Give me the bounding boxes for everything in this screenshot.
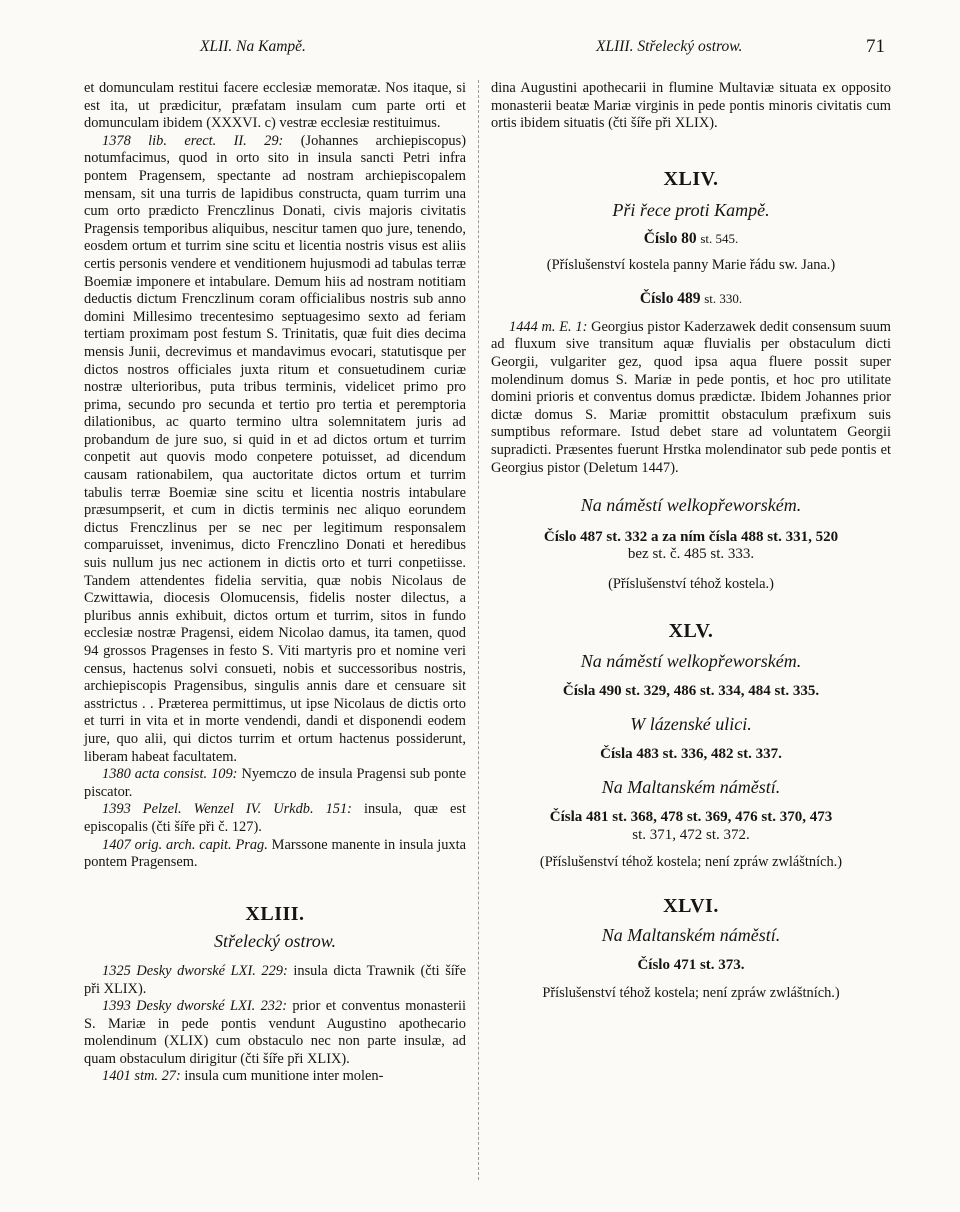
left-paragraph-5 [84, 837, 466, 872]
entry-text: insula dicta Trawnik (čti šíře při XLIX). [84, 962, 466, 997]
citation: 1401 stm. 27: [102, 1068, 181, 1085]
stara-number: st. 545. [700, 230, 739, 246]
cislo-line-487-cont: bez st. č. 485 st. 333. [627, 546, 755, 563]
paragraph-text: (Johannes archiepiscopus) notumfacimus, quod in orto sito in insula sancti Petri infra pontem Pragensem, spectante ad nostram archiepiscopalem mensam, sit una turris de lapidibus constructa, quam turrim una cum orto prædicto Frenczlinus Donati, civis majoris civitatis Pragensis temporibus aliquibus, nescitur tamen quo jure, tenendo, eosdem ortum et turrim sine scitu et licentia nostris visus est aliis certis personis vendere et venditionem hujusmodi ad tabulas terræ Boemiæ imponere et intabulare. Demum hiis ad nostram notitiam deductis dictum Frenczlinum coram officialibus nostris sub anno domini Millesimo trecentesimo septuagesimo sexto ad feriam tertiam proximam post festum S. Trinitatis, quæ fuit dies decima mensis Junii, decrevimus et mandavimus evocari, statutisque per dictos nostros officiales juxta ritum et consuetudinem curiæ nostræ ulterioribus, puta tribus terminis, videlicet primo pro prima, secundo pro secunda et tertio pro tertia et peremptoria dilationibus, ac quarto termino ultra solemnitatem juris ad probandum de jure suo, si quid in et ad dictos ortum et turrim conpetit aut quovis modo conpetere potuisset, ad dicendum causam rationabilem, qua auctoritate dictos ortum et turrim tabulis terræ Boemiæ sine scitu et licentia nostris intabulare præsumpserit, et cum in dictis terminis nec aliquo eorundem dictus Frenczlinus per se nec per legitimum responsalem comparuisset, invenimus, dicto Frenczlino Donati et heredibus suis nullum jus nec actionem in dictis orto et turri conpetiisse. Tandem attendentes fidelia servitia, quæ nobis Nicolaus de Czwittawia, diocesis Olomucensis, fidelis noster dilectus, a pluribus annis exhibuit, dictos ortum et turrim, sitos in fundo ecclesiæ nostræ Pragensi, eidem Nicolao damus, ita tamen, quod 94 grossos Pragenses in festo S. Viti martyris pro et nomine veri census, hactenus solvi consueti, nobis et successoribus nostris, archiepiscopis Pragensibus, singulis annis dare et censuare sit asstrictus . . Præterea permittimus, ut ipse Nicolaus de dictis orto et turri in vita et in morte vendendi, dandi et disponendi eodem jure, quo alii, qui dictos turrim et ortum hactenus possiderunt, liberam habeat facultatem. [84, 132, 466, 765]
left-paragraph-4 [84, 801, 466, 836]
subsection-title-lazenska: W lázenské ulici. [630, 714, 752, 735]
paragraph-text: Nyemczo de insula Pragensi sub ponte piscator. [84, 766, 466, 800]
entry-text: Georgius pistor Kaderzawek dedit consensum suum ad fluxum sive transitum aquæ fluvialis per obstaculum dicti Georgii, vulgariter gez, quod ipsa aqua fluere possit super molendinum domus S. Mariæ in pede pontis, et hoc pro utilitate domini prioris et conventus domus prædictæ. Ibidem Johannes prior dictæ domus S. Mariæ promittit obstaculum præfixum suis sumptibus reformare. Istud debet stare ad voluntatem Georgii supradicti. Præsentes fuerunt Hrstka molendinator sub pede pontis et Georgius pistor (Deletum 1447). [491, 318, 891, 476]
citation: 1325 Desky dworské LXI. 229: [102, 962, 288, 979]
subsection-title-maltanske: Na Maltanském náměstí. [601, 777, 781, 798]
note-xliv-2: (Příslušenství téhož kostela.) [608, 575, 774, 592]
column-divider [478, 80, 479, 1180]
stara-number: st. 330. [704, 291, 743, 307]
citation: 1380 acta consist. 109: [102, 766, 238, 783]
citation: 1444 m. E. 1: [509, 318, 588, 335]
cislo-line-80 [491, 230, 891, 249]
citation: 1393 Desky dworské LXI. 232: [102, 998, 287, 1015]
cisla-line-483: Čísla 483 st. 336, 482 st. 337. [600, 745, 782, 762]
page-number: 71 [866, 36, 885, 57]
left-paragraph-1: et domunculam restitui facere ecclesiæ memoratæ. Nos itaque, si est ita, ut prædicitur, præfatam insulam cum parte orti et domunculam ibidem (XXXVI. c) vestræ ecclesiæ restituimus. [84, 80, 466, 132]
cislo-line-487: Číslo 487 st. 332 a za ním čísla 488 st. 331, 520 [543, 528, 839, 545]
xliii-entry-2 [84, 998, 466, 1068]
header-right: XLIII. Střelecký ostrow. [596, 38, 743, 55]
left-paragraph-2 [84, 133, 466, 766]
entry-text: prior et conventus monasterii S. Mariæ in pede pontis vendunt Augustino apothecario molendinum (XLIX) cum obstaculo nec non parte insulæ, ad quam obstaculum dirigitur (čti šíře při XLIX). [84, 998, 466, 1067]
cislo-number: 489 [677, 290, 701, 308]
cislo-label: Číslo [643, 229, 678, 247]
section-number-xliii: XLIII. [245, 902, 305, 925]
entry-text: insula cum munitione inter molen- [180, 1068, 384, 1085]
paragraph-text: Marssone manente in insula juxta pontem Pragensem. [84, 836, 467, 871]
xliv-entry [491, 319, 891, 477]
cislo-line-471: Číslo 471 st. 373. [637, 957, 745, 973]
subsection-title-1: Na náměstí welkopřeworském. [580, 495, 802, 516]
citation: 1407 orig. arch. capit. Prag. [102, 836, 268, 853]
section-number-xliv: XLIV. [663, 167, 719, 190]
right-paragraph-1: dina Augustini apothecarii in flumine Multaviæ situata ex opposito monasterii beatæ Mariæ virginis in pede pontis minoris civitatis cum ortis ibidem situatis (čti šíře při XLIX). [491, 80, 891, 132]
section-number-xlvi: XLVI. [663, 894, 719, 917]
cisla-line-481-cont: st. 371, 472 st. 372. [632, 826, 750, 843]
section-title-xlvi: Na Maltanském náměstí. [601, 925, 781, 946]
note-xlvi: Příslušenství téhož kostela; není zpráw zwláštních.) [542, 984, 840, 1001]
cisla-line-481: Čísla 481 st. 368, 478 st. 369, 476 st. 370, 473 [549, 809, 833, 826]
cislo-label: Číslo [639, 290, 674, 308]
note-xlv: (Příslušenství téhož kostela; není zpráw zwláštních.) [539, 854, 843, 871]
cisla-line-490: Čísla 490 st. 329, 486 st. 334, 484 st. 335. [562, 682, 820, 699]
section-number-xlv: XLV. [668, 620, 714, 643]
right-column [491, 80, 891, 1002]
note-xliv: (Příslušenství kostela panny Marie řádu sw. Jana.) [546, 256, 836, 273]
cislo-line-489 [491, 290, 891, 309]
cislo-number: 80 [681, 229, 697, 247]
xliii-entry-3 [84, 1068, 466, 1086]
left-column [84, 80, 466, 1086]
running-head [0, 38, 960, 62]
section-title-xliv: Při řece proti Kampě. [612, 200, 770, 221]
section-title-xlv: Na náměstí welkopřeworském. [580, 651, 802, 672]
citation: 1378 lib. erect. II. 29: [102, 132, 284, 149]
xliii-entry-1 [84, 963, 466, 998]
header-left: XLII. Na Kampě. [200, 38, 306, 55]
left-paragraph-3 [84, 766, 466, 801]
citation: 1393 Pelzel. Wenzel IV. Urkdb. 151: [102, 801, 352, 818]
paragraph-text: insula, quæ est episcopalis (čti šíře při č. 127). [84, 801, 466, 835]
section-title-xliii: Střelecký ostrow. [214, 931, 336, 952]
